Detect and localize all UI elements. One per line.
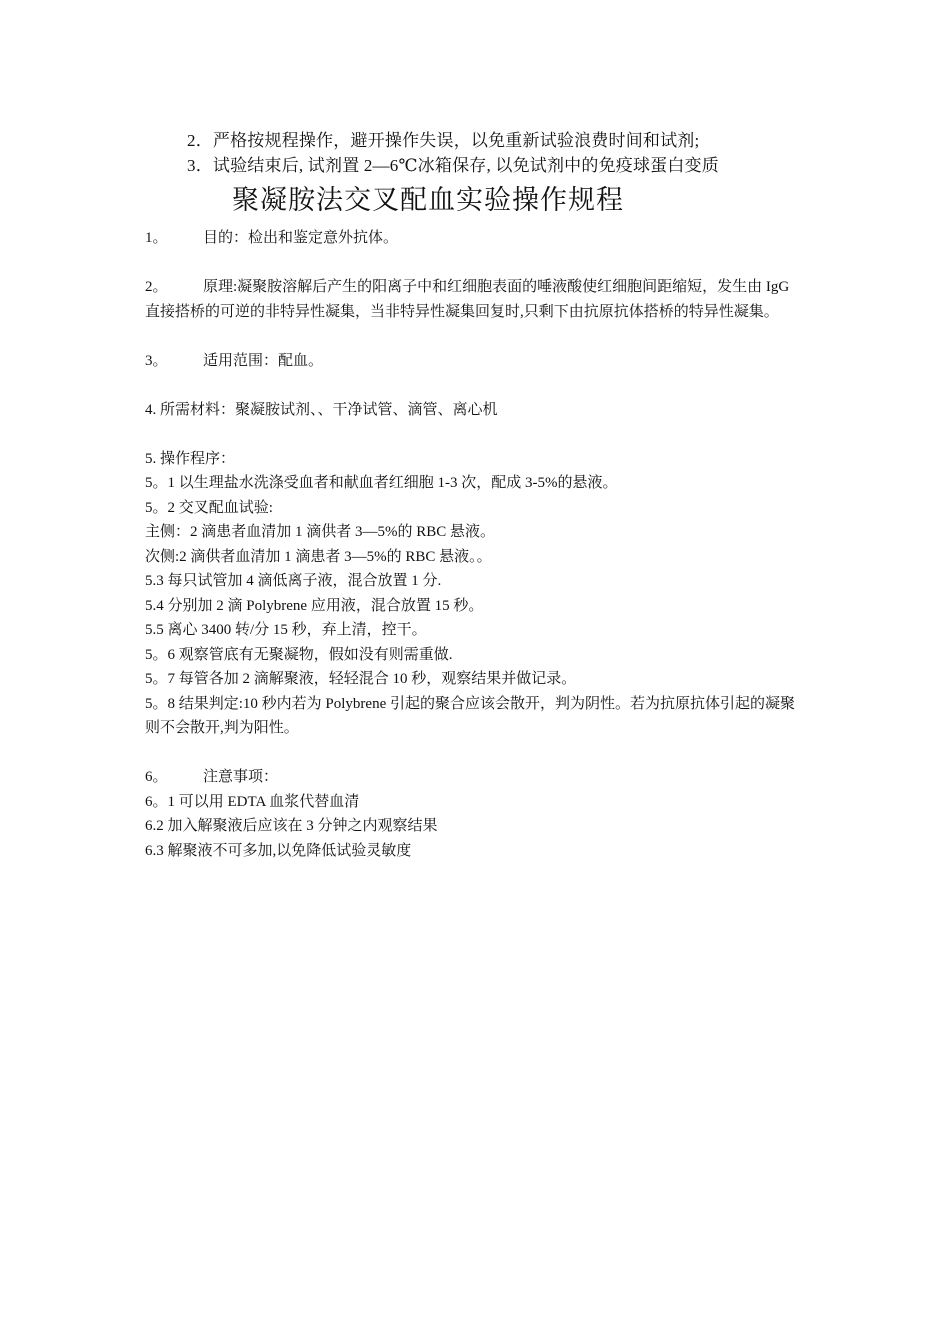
section-number: 1。 — [145, 230, 168, 246]
procedure-step: 5。7 每管各加 2 滴解聚液，轻轻混合 10 秒，观察结果并做记录。 — [145, 671, 577, 687]
procedure-step: 5.3 每只试管加 4 滴低离子液，混合放置 1 分. — [145, 573, 442, 589]
procedure-step: 5。8 结果判定:10 秒内若为 Polybrene 引起的聚合应该会散开，判为阴性。若为抗原抗体引起的凝聚则不会散开,判为阳性。 — [145, 695, 795, 736]
procedure-step: 5。2 交叉配血试验: — [145, 499, 273, 516]
section-scope — [145, 349, 807, 374]
spacer — [145, 373, 807, 398]
procedure-step: 5。6 观察管底有无聚凝物，假如没有则需重做. — [145, 646, 453, 663]
spacer — [145, 251, 807, 276]
header-line-storage-note-2: 2．严格按规程操作，避开操作失误，以免重新试验浪费时间和试剂; — [187, 131, 700, 150]
document-body — [145, 226, 807, 863]
section-materials: 4. 所需材料：聚凝胺试剂、、干净试管、滴管、离心机 — [145, 401, 498, 418]
section-number: 2。 — [145, 279, 168, 295]
spacer — [145, 422, 807, 447]
note-item: 6。1 可以用 EDTA 血浆代替血清 — [145, 793, 360, 810]
section-number: 3。 — [145, 352, 168, 369]
procedure-step: 主侧：2 滴患者血清加 1 滴供者 3—5%的 RBC 悬液。 — [145, 524, 496, 540]
section-purpose — [145, 226, 807, 251]
section-text: 适用范围：配血。 — [203, 352, 324, 369]
spacer — [145, 324, 807, 349]
note-item: 6.2 加入解聚液后应该在 3 分钟之内观察结果 — [145, 818, 438, 834]
section-text: 目的：检出和鉴定意外抗体。 — [203, 230, 399, 246]
section-procedure-heading: 5. 操作程序： — [145, 450, 236, 467]
note-item: 6.3 解聚液不可多加,以免降低试验灵敏度 — [145, 842, 412, 859]
procedure-step: 5。1 以生理盐水洗涤受血者和献血者红细胞 1-3 次，配成 3-5%的悬液。 — [145, 475, 618, 491]
procedure-step: 5.4 分别加 2 滴 Polybrene 应用液，混合放置 15 秒。 — [145, 597, 484, 614]
procedure-step: 次侧:2 滴供者血清加 1 滴患者 3—5%的 RBC 悬液。。 — [145, 548, 492, 565]
spacer — [145, 741, 807, 766]
section-number: 6。 — [145, 769, 168, 785]
section-principle — [145, 275, 807, 324]
procedure-step: 5.5 离心 3400 转/分 15 秒，弃上清，控干。 — [145, 622, 427, 638]
section-text: 原理:凝聚胺溶解后产生的阳离子中和红细胞表面的唾液酸使红细胞间距缩短，发生由 IgG 直接搭桥的可逆的非特异性凝集，当非特异性凝集回复时,只剩下由抗原抗体搭桥的特异性凝集。 — [145, 279, 790, 320]
section-notes — [145, 765, 807, 790]
document-title: 聚凝胺法交叉配血实验操作规程 — [232, 185, 624, 215]
section-text: 注意事项： — [203, 769, 279, 785]
header-line-storage-note-3: 3．试验结束后, 试剂置 2—6℃冰箱保存, 以免试剂中的免疫球蛋白变质 — [187, 156, 719, 175]
